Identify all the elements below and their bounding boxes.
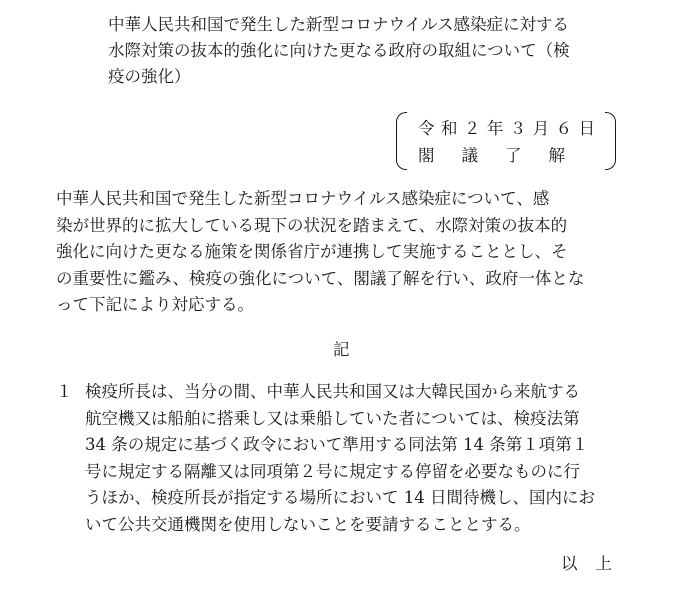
right-bracket [605, 112, 616, 170]
item-1-number: １ [56, 382, 73, 401]
item-1-line-1: 検疫所長は、当分の間、中華人民共和国又は大韓民国から来航する [85, 382, 580, 401]
approval-decision: 閣議了解 [418, 146, 592, 165]
item-1-line-4: 号に規定する隔離又は同項第２号に規定する停留を必要なものに行 [85, 461, 580, 481]
main-paragraph [56, 186, 624, 319]
item-1-line-3: 34 条の規定に基づく政令において準用する同法第 14 条第１項第１ [85, 435, 589, 454]
item-1-line-2: 航空機又は船舶に搭乗し又は乗船していた者については、検疫法第 [85, 408, 580, 428]
document-title [108, 12, 628, 90]
title-line-3: 疫の強化） [108, 67, 191, 86]
closing-remark: 以上 [561, 554, 630, 573]
paragraph-line-5: って下記により対応する。 [56, 295, 254, 314]
item-1-line-5: うほか、検疫所長が指定する場所において 14 日間待機し、国内にお [85, 488, 595, 507]
paragraph-line-1: 中華人民共和国で発生した新型コロナウイルス感染症について、感 [56, 189, 550, 208]
paragraph-line-4: の重要性に鑑み、検疫の強化について、閣議了解を行い、政府一体とな [56, 268, 585, 288]
cabinet-approval-box [396, 112, 616, 170]
left-bracket [396, 112, 407, 170]
item-1-line-6: いて公共交通機関を使用しないことを要請することとする。 [85, 514, 531, 534]
paragraph-line-2: 染が世界的に拡大している現下の状況を踏まえて、水際対策の抜本的 [56, 215, 568, 235]
title-line-2: 水際対策の抜本的強化に向けた更なる政府の取組について（検 [108, 41, 570, 60]
approval-date: 令 和 ２ 年 ３ 月 ６ 日 [418, 119, 596, 138]
ki-heading: 記 [333, 340, 350, 359]
title-line-1: 中華人民共和国で発生した新型コロナウイルス感染症に対する [108, 15, 570, 34]
paragraph-line-3: 強化に向けた更なる施策を関係省庁が連携して実施することとし、そ [56, 242, 568, 261]
